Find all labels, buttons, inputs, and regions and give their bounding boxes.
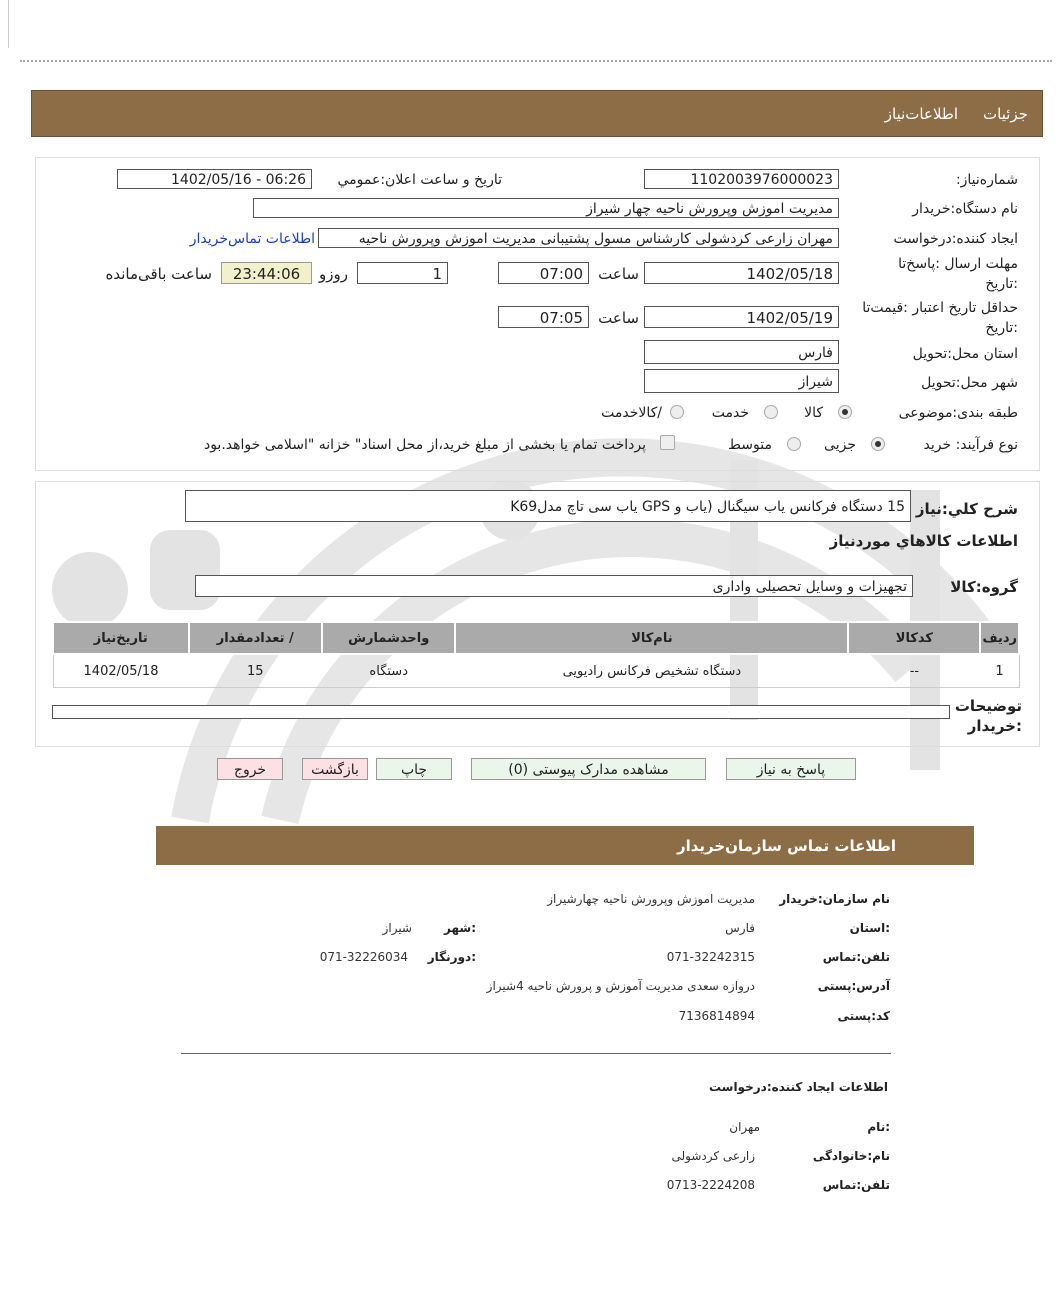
postal-label: کد:پستی [837,1009,890,1023]
validity-label: حداقل تاریخ اعتبار :قیمت‌تا [862,300,1018,316]
validity-time-label: ساعت [598,309,639,327]
category-service-radio[interactable] [764,405,778,419]
creator-label: ایجاد کننده:درخواست [893,231,1018,247]
category-label: طبقه بندی:موضوعی [898,405,1018,421]
deadline-label-2: :تاریخ [985,276,1018,292]
deadline-time-field: 07:00 [498,262,589,284]
category-goods-service-label: /کالاخدمت [601,405,662,421]
remaining-time-field: 23:44:06 [221,262,312,284]
tab-need-info[interactable]: اطلاعات‌نیاز [884,105,958,123]
deadline-label: مهلت ارسال :پاسخ‌تا [898,256,1018,272]
fax-label: :دورنگار [427,950,476,964]
address-value: دروازه سعدی مدیریت آموزش و پرورش ناحیه 4شیراز [486,979,755,993]
phone-value: 071-32242315 [666,950,755,964]
validity-date-field: 1402/05/19 [644,306,839,328]
category-service-label: خدمت [711,405,749,421]
creator-family-label: نام:خانوادگی [812,1149,890,1163]
deadline-date-field: 1402/05/18 [644,262,839,284]
print-button[interactable]: چاپ [376,758,452,780]
creator-name-label: :نام [867,1120,890,1134]
tab-details[interactable]: جزئیات [983,105,1028,123]
col-code: کدکالا [848,622,980,654]
announce-label: تاریخ و ساعت اعلان:عمومي [337,172,502,188]
goods-group-field: تجهیزات و وسایل تحصیلی واداری [195,575,913,597]
goods-group-label: گروه:کالا [950,578,1018,596]
process-partial-label: جزیی [824,437,856,453]
cell-date: 1402/05/18 [53,654,189,688]
summary-field: 15 دستگاه فرکانس یاب سیگنال (یاب و GPS یاب سی تاچ مدلK69 [185,490,911,522]
contact-divider [181,1053,891,1054]
creator-name-value: مهران [729,1120,760,1134]
category-goods-label: کالا [804,405,823,421]
creator-info-title: اطلاعات ایجاد کننده:درخواست [708,1080,888,1094]
creator-phone-label: تلفن:تماس [822,1178,890,1192]
process-partial-radio[interactable] [871,437,885,451]
buyer-org-label: نام دستگاه:خریدار [912,201,1018,217]
postal-value: 7136814894 [678,1009,755,1023]
cell-row: 1 [980,654,1019,688]
org-label: نام سازمان:خریدار [779,892,890,906]
cell-name: دستگاه تشخیص فرکانس رادیویی [455,654,848,688]
creator-family-value: زارعی کردشولی [671,1149,755,1163]
remaining-label: ساعت باقی‌مانده [105,265,212,283]
cell-code: -- [848,654,980,688]
left-border [8,0,9,48]
cell-qty: 15 [189,654,322,688]
province-field: فارس [644,340,839,364]
col-unit: واحدشمارش [322,622,456,654]
col-qty: / تعدادمقدار [189,622,322,654]
col-name: نام‌کالا [455,622,848,654]
address-label: آدرس:پستی [817,979,890,993]
goods-table [52,621,1020,688]
buyer-org-field: مدیریت اموزش وپرورش ناحیه چهار شیراز [253,198,839,218]
goods-table-header [53,622,1019,654]
back-button[interactable]: بازگشت [302,758,368,780]
exit-button[interactable]: خروج [217,758,283,780]
need-number-label: شماره‌نیاز: [955,172,1018,188]
process-label: نوع فرآیند: خرید [923,437,1018,453]
days-field: 1 [357,262,448,284]
fax-value: 071-32226034 [319,950,408,964]
city-contact-label: :شهر [444,921,476,935]
province-label: استان محل:تحویل [912,346,1018,362]
announce-field: 1402/05/16 - 06:26 [117,169,312,189]
org-value: مدیریت اموزش وپرورش ناحیه چهارشیراز [547,892,755,906]
col-date: تاریخ‌نیاز [53,622,189,654]
treasury-payment-checkbox[interactable] [660,435,675,450]
goods-info-title: اطلاعات کالاهاي موردنیاز [829,532,1018,550]
city-field: شیراز [644,369,839,393]
treasury-payment-note: پرداخت تمام یا بخشی از مبلغ خرید،از محل اسناد" خزانه "اسلامی خواهد.بود [203,437,646,453]
cell-unit: دستگاه [322,654,456,688]
reply-button[interactable]: پاسخ به نیاز [726,758,856,780]
buyer-notes-label-2: :خریدار [967,717,1022,735]
category-goods-service-radio[interactable] [670,405,684,419]
need-number-field: 1102003976000023 [644,169,839,189]
buyer-notes-field [52,705,950,719]
tab-bar [31,90,1043,137]
days-label: روزو [319,265,348,283]
view-documents-button[interactable]: مشاهده مدارک پیوستی (0) [471,758,706,780]
top-separator [20,60,1052,62]
table-row [53,654,1019,688]
contact-header-title: اطلاعات تماس سازمان‌خریدار [676,837,896,855]
contact-header-bar [156,826,974,865]
col-row: ردیف [980,622,1019,654]
province-contact-value: فارس [725,921,755,935]
buyer-notes-label: توضیحات [954,697,1022,715]
creator-field: مهران زارعی کردشولی کارشناس مسول پشتیبانی مدیریت اموزش وپرورش ناحیه [318,228,839,248]
contact-buyer-link[interactable]: اطلاعات تماس‌خریدار [189,231,315,247]
validity-label-2: :تاریخ [985,320,1018,336]
deadline-time-label: ساعت [598,265,639,283]
validity-time-field: 07:05 [498,306,589,328]
process-medium-label: متوسط [728,437,772,453]
process-medium-radio[interactable] [787,437,801,451]
phone-label: تلفن:تماس [822,950,890,964]
creator-phone-value: 0713-2224208 [666,1178,755,1192]
province-contact-label: :استان [849,921,890,935]
category-goods-radio[interactable] [838,405,852,419]
city-label: شهر محل:تحویل [921,375,1018,391]
summary-label: شرح کلي:نیاز [915,500,1018,518]
city-contact-value: شیراز [382,921,412,935]
